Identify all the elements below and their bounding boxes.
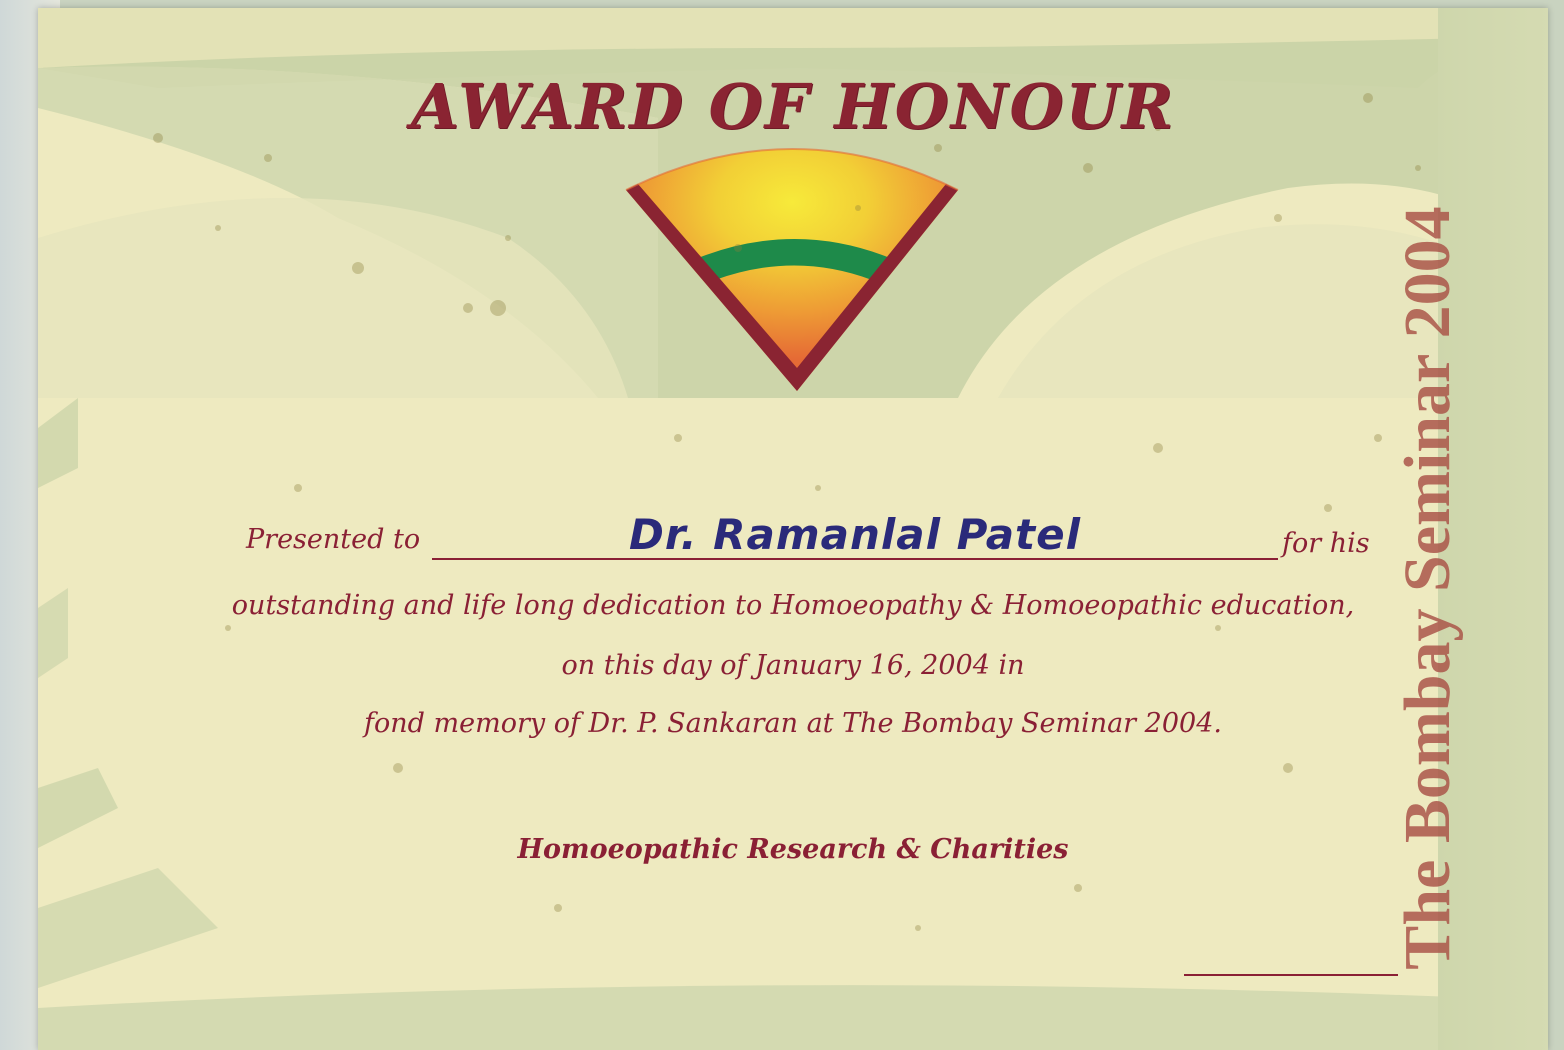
award-title: AWARD OF HONOUR bbox=[410, 70, 1176, 143]
dedication-line: outstanding and life long dedication to Homoeopathy & Homoeopathic education, bbox=[231, 590, 1355, 621]
presented-to-row bbox=[38, 510, 1548, 578]
for-his-label: for his bbox=[1282, 528, 1370, 559]
recipient-name: Dr. Ramanlal Patel bbox=[628, 510, 1081, 559]
vertical-event-title: The Bombay Seminar 2004 bbox=[1391, 206, 1464, 970]
signature-line bbox=[1184, 974, 1398, 976]
date-line: on this day of January 16, 2004 in bbox=[561, 650, 1025, 681]
memory-line: fond memory of Dr. P. Sankaran at The Bombay Seminar 2004. bbox=[364, 708, 1222, 739]
organization-name: Homoeopathic Research & Charities bbox=[517, 834, 1069, 865]
presented-to-label: Presented to bbox=[246, 524, 421, 555]
certificate bbox=[38, 8, 1548, 1050]
